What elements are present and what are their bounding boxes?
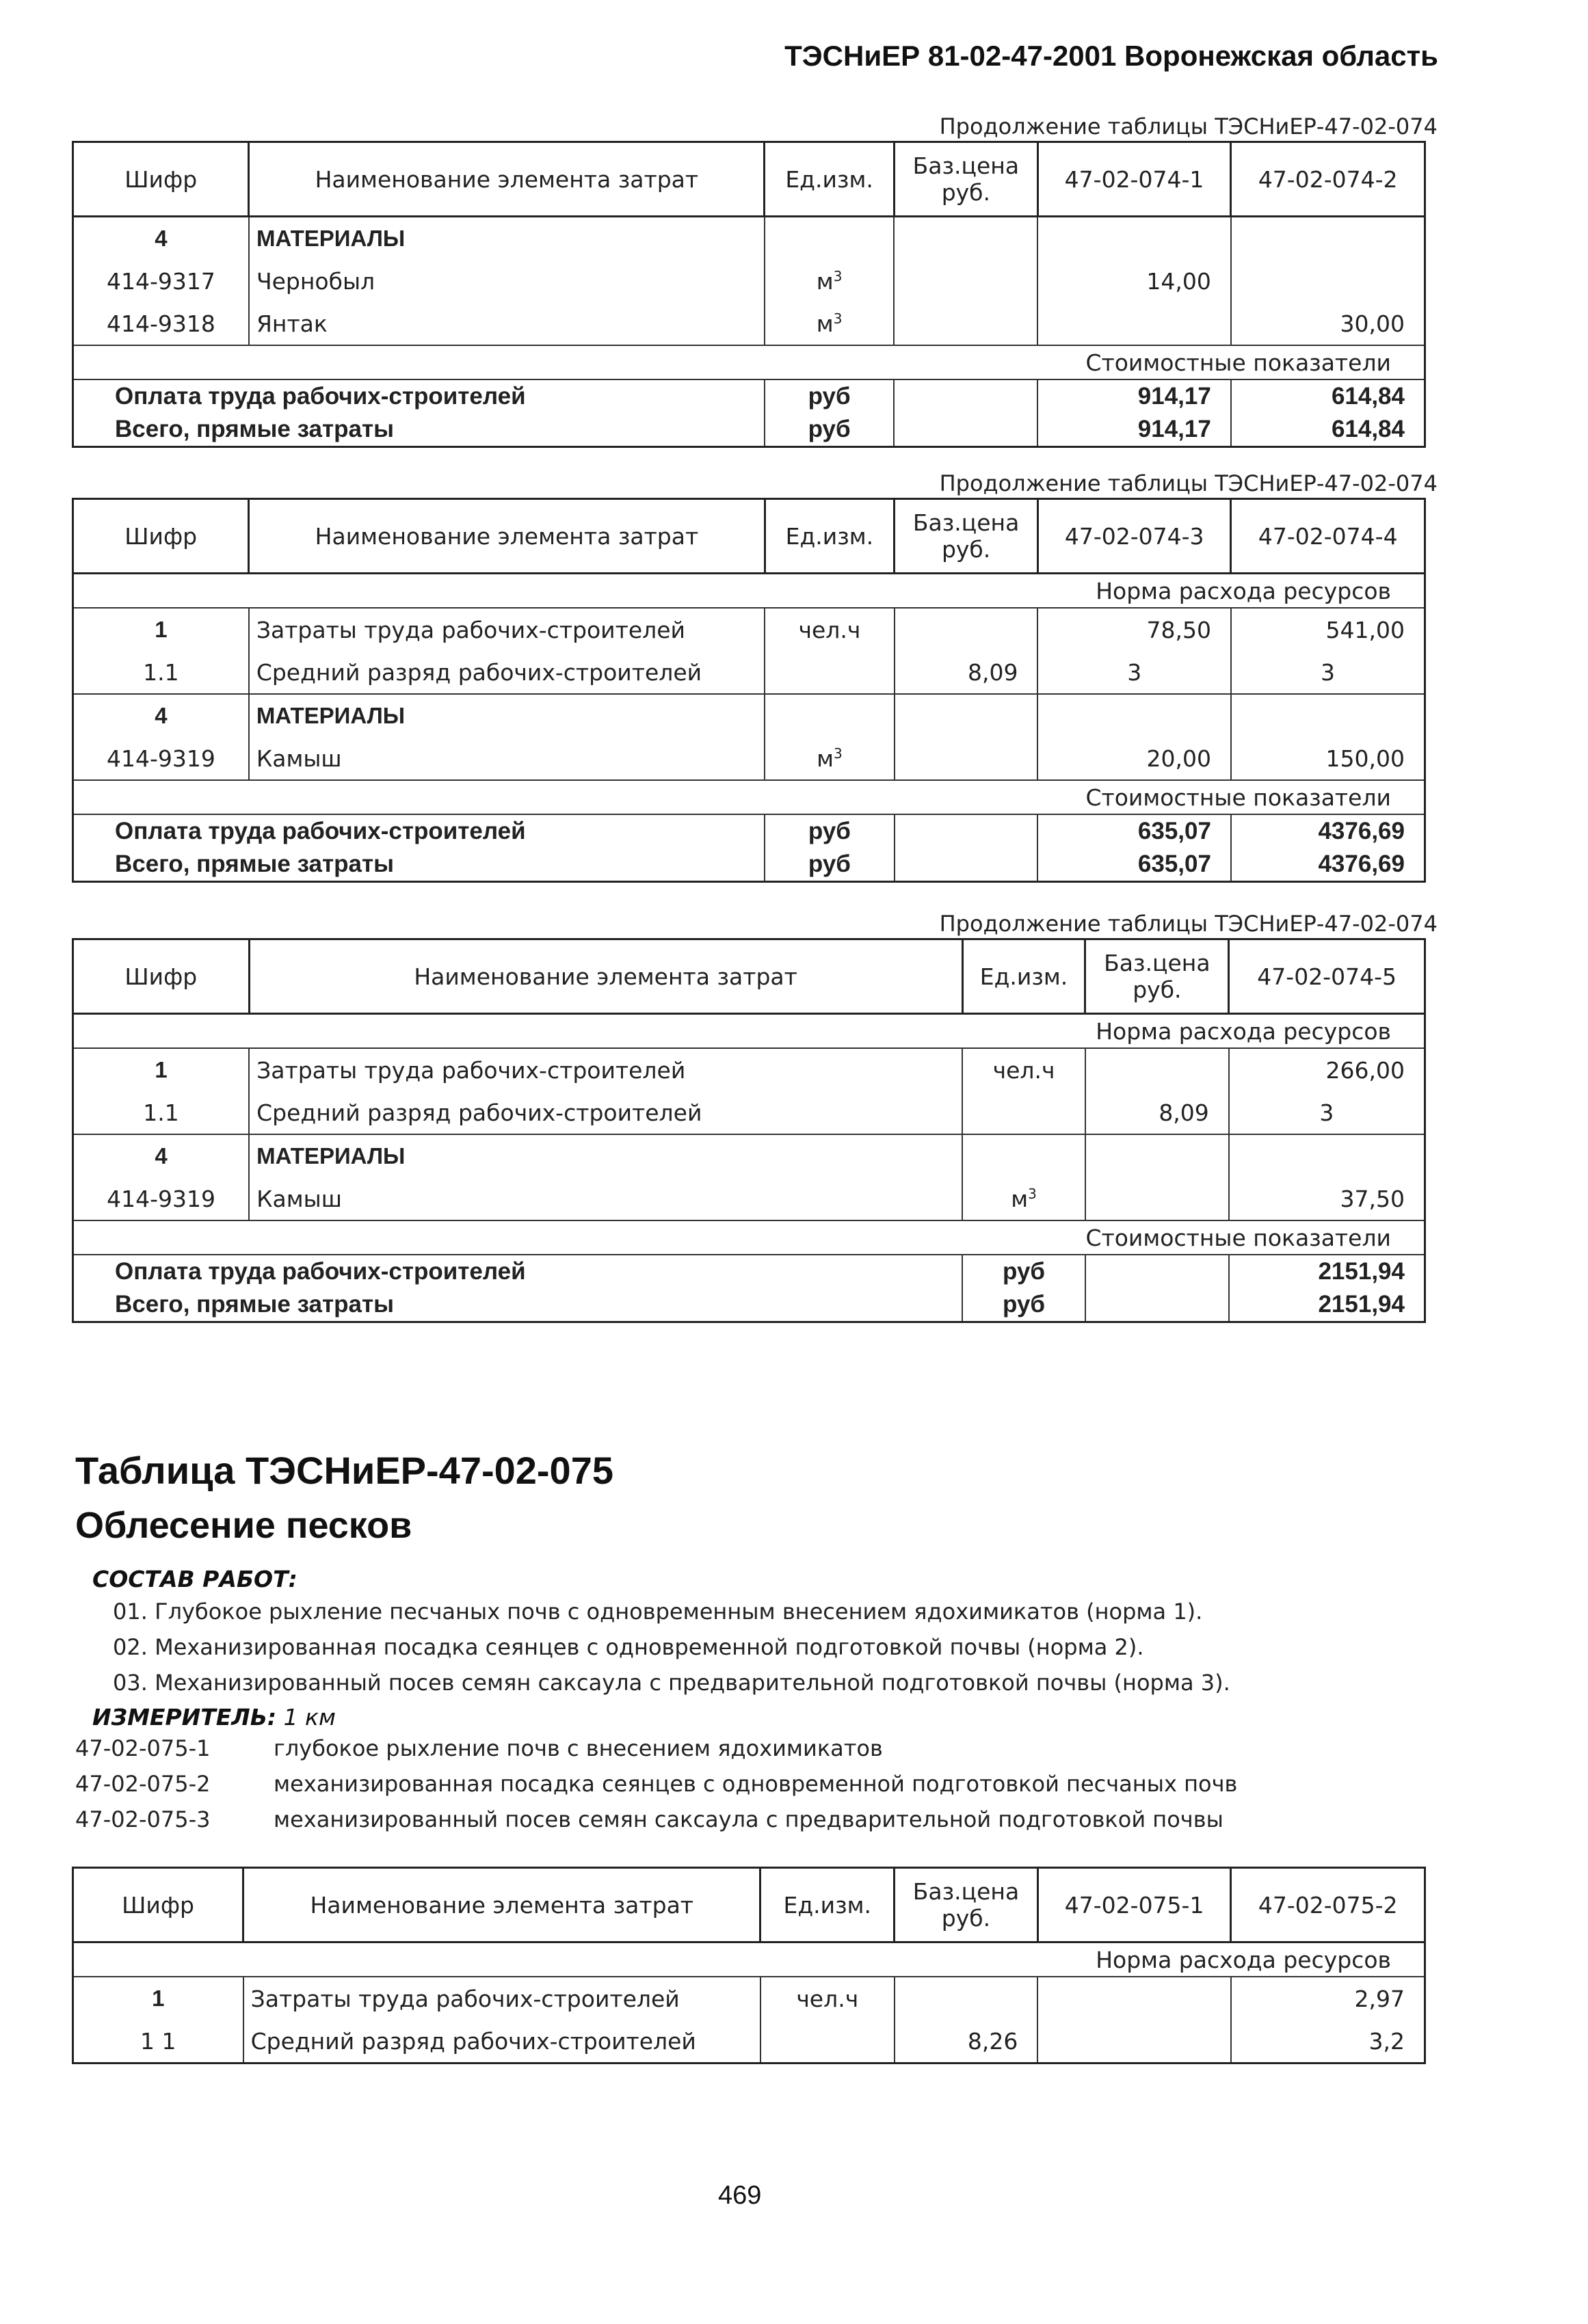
table-row [73, 1177, 1425, 1220]
sum-row [73, 1288, 1425, 1322]
row-value [1037, 1977, 1231, 2020]
table3 [72, 938, 1426, 1323]
table2-caption: Продолжение таблицы ТЭСНиЕР-47-02-074 [939, 470, 1438, 496]
row-price [894, 302, 1037, 345]
row-value: 150,00 [1231, 737, 1425, 780]
table4 [72, 1867, 1426, 2064]
sum-row [73, 379, 1425, 413]
col-074-1: 47-02-074-1 [1037, 142, 1231, 217]
row-name: Затраты труда рабочих-строителей [249, 608, 765, 651]
col-unit: Ед.изм. [765, 499, 895, 574]
sum-value: 914,17 [1037, 413, 1231, 447]
row-value: 3 [1231, 651, 1425, 694]
sum-label: Оплата труда рабочих-строителей [115, 818, 526, 844]
works-label: СОСТАВ РАБОТ: [92, 1566, 297, 1592]
measure-line [92, 1704, 336, 1731]
sum-price [895, 848, 1038, 882]
row-code: 4 [73, 694, 249, 737]
table-row [73, 1134, 1425, 1177]
table3-caption: Продолжение таблицы ТЭСНиЕР-47-02-074 [939, 911, 1438, 937]
section-label: Норма расхода ресурсов [1096, 1017, 1391, 1045]
row-value: 2,97 [1231, 1977, 1425, 2020]
section-row [73, 780, 1425, 814]
sum-value: 635,07 [1037, 814, 1231, 848]
row-name: МАТЕРИАЛЫ [249, 217, 765, 261]
row-price: 8,26 [895, 2020, 1038, 2063]
sum-row [73, 814, 1425, 848]
row-code: 1.1 [73, 1091, 250, 1134]
section-row [73, 1014, 1425, 1049]
col-price: Баз.цена руб. [895, 1868, 1038, 1942]
col-shifr: Шифр [73, 142, 249, 217]
section-label: Стоимостные показатели [1085, 784, 1391, 811]
row-value [1229, 1134, 1425, 1177]
row-unit [760, 2020, 895, 2063]
row-name: Янтак [249, 302, 765, 345]
table1 [72, 141, 1426, 448]
row-unit [765, 694, 895, 737]
section-row [73, 574, 1425, 609]
row-price: 8,09 [1085, 1091, 1229, 1134]
row-unit: чел.ч [760, 1977, 895, 2020]
col-unit: Ед.изм. [962, 939, 1085, 1014]
sum-value: 2151,94 [1229, 1255, 1425, 1288]
table-row [73, 608, 1425, 651]
row-name: Средний разряд рабочих-строителей [249, 651, 765, 694]
section-subtitle: Облесение песков [75, 1505, 412, 1546]
row-value [1037, 217, 1231, 261]
row-price [1085, 1177, 1229, 1220]
table-row [73, 737, 1425, 780]
row-value [1037, 694, 1231, 737]
sum-label: Оплата труда рабочих-строителей [115, 383, 526, 410]
row-price [1085, 1134, 1229, 1177]
sum-label: Всего, прямые затраты [115, 851, 395, 877]
row-name: Камыш [249, 737, 765, 780]
col-unit: Ед.изм. [760, 1868, 895, 1942]
row-price: 8,09 [895, 651, 1038, 694]
sum-unit: руб [765, 413, 895, 447]
table-row [73, 694, 1425, 737]
sum-unit: руб [765, 379, 895, 413]
col-name: Наименование элемента затрат [243, 1868, 760, 1942]
code-line [75, 1735, 883, 1761]
row-code: 1 [73, 608, 249, 651]
col-name: Наименование элемента затрат [249, 939, 962, 1014]
row-code: 1 [73, 1977, 243, 2020]
row-name: Чернобыл [249, 260, 765, 302]
row-price [895, 737, 1038, 780]
row-code: 4 [73, 1134, 250, 1177]
work-item: 02. Механизированная посадка сеянцев с одновременной подготовкой почвы (норма 2). [113, 1634, 1144, 1660]
section-label: Норма расхода ресурсов [1096, 577, 1391, 604]
table4-header-row [73, 1868, 1425, 1942]
sum-unit: руб [765, 814, 895, 848]
row-value: 37,50 [1229, 1177, 1425, 1220]
section-row [73, 345, 1425, 379]
row-unit: $м^3$ [962, 1177, 1085, 1220]
row-value [1037, 302, 1231, 345]
row-value [1231, 217, 1425, 261]
row-name: МАТЕРИАЛЫ [249, 1134, 962, 1177]
row-name: МАТЕРИАЛЫ [249, 694, 765, 737]
row-value: 78,50 [1037, 608, 1231, 651]
sum-value: 614,84 [1231, 413, 1425, 447]
sum-value: 635,07 [1037, 848, 1231, 882]
code-desc: механизированная посадка сеянцев с одновременной подготовкой песчаных почв [274, 1771, 1238, 1797]
row-unit [765, 217, 895, 261]
row-unit: $м^3$ [765, 302, 895, 345]
row-code: 414-9319 [73, 737, 249, 780]
col-shifr: Шифр [73, 499, 249, 574]
col-name: Наименование элемента затрат [249, 142, 765, 217]
row-unit: $м^3$ [765, 737, 895, 780]
table-row [73, 1048, 1425, 1091]
sum-price [894, 379, 1037, 413]
code-id: 47-02-075-1 [75, 1735, 211, 1761]
code-desc: механизированный посев семян саксаула с предварительной подготовкой почвы [274, 1806, 1223, 1832]
col-name: Наименование элемента затрат [249, 499, 765, 574]
code-line [75, 1771, 1237, 1797]
col-shifr: Шифр [73, 939, 250, 1014]
col-price: Баз.цена руб. [894, 142, 1037, 217]
row-value: 14,00 [1037, 260, 1231, 302]
col-074-2: 47-02-074-2 [1231, 142, 1425, 217]
table-row [73, 260, 1425, 302]
row-unit: чел.ч [765, 608, 895, 651]
row-code: 414-9317 [73, 260, 249, 302]
row-name: Средний разряд рабочих-строителей [249, 1091, 962, 1134]
row-price [895, 694, 1038, 737]
row-name: Камыш [249, 1177, 962, 1220]
code-id: 47-02-075-3 [75, 1806, 211, 1832]
row-code: 1.1 [73, 651, 249, 694]
col-price: Баз.цена руб. [895, 499, 1038, 574]
table1-caption: Продолжение таблицы ТЭСНиЕР-47-02-074 [939, 113, 1438, 139]
document-header-title: ТЭСНиЕР 81-02-47-2001 Воронежская область [784, 40, 1438, 72]
row-unit [962, 1091, 1085, 1134]
sum-value: 4376,69 [1231, 848, 1425, 882]
col-unit: Ед.изм. [765, 142, 895, 217]
row-value: 30,00 [1231, 302, 1425, 345]
row-price [895, 608, 1038, 651]
row-value: 3,2 [1231, 2020, 1425, 2063]
sum-unit: руб [962, 1288, 1085, 1322]
row-unit [765, 651, 895, 694]
table-row [73, 1977, 1425, 2020]
section-title: Таблица ТЭСНиЕР-47-02-075 [75, 1449, 613, 1492]
row-name: Затраты труда рабочих-строителей [243, 1977, 760, 2020]
sum-value: 4376,69 [1231, 814, 1425, 848]
row-price [894, 260, 1037, 302]
sum-unit: руб [962, 1255, 1085, 1288]
sum-price [895, 814, 1038, 848]
table-row [73, 302, 1425, 345]
section-label: Стоимостные показатели [1085, 1224, 1391, 1251]
measure-label: ИЗМЕРИТЕЛЬ: [92, 1704, 277, 1731]
row-name: Затраты труда рабочих-строителей [249, 1048, 962, 1091]
row-code: 1 1 [73, 2020, 243, 2063]
code-id: 47-02-075-2 [75, 1771, 211, 1797]
col-price: Баз.цена руб. [1085, 939, 1229, 1014]
page-number: 469 [718, 2181, 762, 2210]
col-074-4: 47-02-074-4 [1231, 499, 1425, 574]
code-desc: глубокое рыхление почв с внесением ядохимикатов [274, 1735, 883, 1761]
table-row [73, 651, 1425, 694]
table-row [73, 2020, 1425, 2063]
sum-label: Всего, прямые затраты [115, 1291, 395, 1318]
table-row [73, 217, 1425, 261]
sum-value: 614,84 [1231, 379, 1425, 413]
section-row [73, 1942, 1425, 1977]
section-row [73, 1220, 1425, 1255]
row-name: Средний разряд рабочих-строителей [243, 2020, 760, 2063]
section-label: Стоимостные показатели [1085, 349, 1391, 376]
sum-value: 2151,94 [1229, 1288, 1425, 1322]
code-line [75, 1806, 1223, 1832]
row-value [1231, 694, 1425, 737]
row-code: 414-9318 [73, 302, 249, 345]
table2 [72, 498, 1426, 883]
row-unit: $м^3$ [765, 260, 895, 302]
col-074-3: 47-02-074-3 [1037, 499, 1231, 574]
row-code: 4 [73, 217, 249, 261]
row-value: 541,00 [1231, 608, 1425, 651]
col-075-1: 47-02-075-1 [1037, 1868, 1231, 1942]
sum-label: Оплата труда рабочих-строителей [115, 1258, 526, 1285]
col-074-5: 47-02-074-5 [1229, 939, 1425, 1014]
row-price [895, 1977, 1038, 2020]
table1-header-row [73, 142, 1425, 217]
row-unit [962, 1134, 1085, 1177]
row-value: 266,00 [1229, 1048, 1425, 1091]
row-code: 414-9319 [73, 1177, 250, 1220]
row-value: 3 [1037, 651, 1231, 694]
row-price [894, 217, 1037, 261]
sum-price [1085, 1255, 1229, 1288]
row-code: 1 [73, 1048, 250, 1091]
sum-row [73, 413, 1425, 447]
sum-label: Всего, прямые затраты [115, 416, 395, 442]
table-row [73, 1091, 1425, 1134]
row-value: 20,00 [1037, 737, 1231, 780]
row-price [1085, 1048, 1229, 1091]
table2-header-row [73, 499, 1425, 574]
work-item: 01. Глубокое рыхление песчаных почв с одновременным внесением ядохимикатов (норма 1). [113, 1599, 1203, 1625]
section-label: Норма расхода ресурсов [1096, 1946, 1391, 1973]
table3-header-row [73, 939, 1425, 1014]
row-value [1037, 2020, 1231, 2063]
row-value: 3 [1229, 1091, 1425, 1134]
sum-value: 914,17 [1037, 379, 1231, 413]
sum-unit: руб [765, 848, 895, 882]
row-unit: чел.ч [962, 1048, 1085, 1091]
sum-price [1085, 1288, 1229, 1322]
sum-row [73, 848, 1425, 882]
col-075-2: 47-02-075-2 [1231, 1868, 1425, 1942]
measure-value: 1 км [283, 1704, 336, 1731]
col-shifr: Шифр [73, 1868, 243, 1942]
row-value [1231, 260, 1425, 302]
sum-price [894, 413, 1037, 447]
work-item: 03. Механизированный посев семян саксаула с предварительной подготовкой почвы (норма 3). [113, 1670, 1230, 1696]
sum-row [73, 1255, 1425, 1288]
